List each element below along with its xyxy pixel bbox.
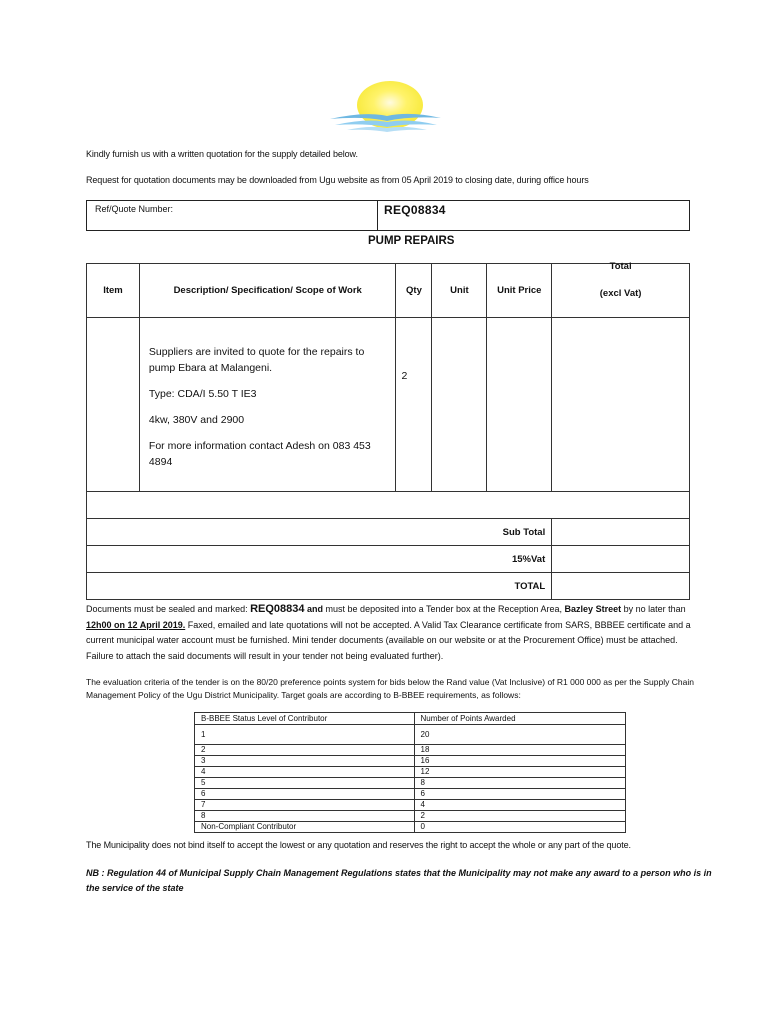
col-unit: Unit [432, 264, 487, 318]
seal-and: and [304, 604, 324, 614]
subtotal-value [552, 519, 690, 546]
description-cell [139, 318, 396, 492]
points-level: 2 [195, 745, 415, 756]
points-value: 4 [414, 800, 626, 811]
points-value: 8 [414, 778, 626, 789]
table-row [195, 822, 626, 833]
points-value: 18 [414, 745, 626, 756]
quotation-table [86, 260, 690, 600]
seal-text: by no later than [621, 604, 686, 614]
table-row [195, 767, 626, 778]
total-row [87, 573, 690, 600]
total-value [552, 573, 690, 600]
seal-street: Bazley Street [564, 604, 622, 614]
points-value: 2 [414, 811, 626, 822]
col-total [552, 260, 690, 318]
points-level: Non-Compliant Contributor [195, 822, 415, 833]
points-level: 4 [195, 767, 415, 778]
points-value: 12 [414, 767, 626, 778]
table-row [195, 789, 626, 800]
submission-instructions [86, 602, 696, 664]
blank-row [87, 492, 690, 519]
ref-quote-number: REQ08834 [384, 203, 446, 217]
subtotal-row [87, 519, 690, 546]
points-header-row [195, 713, 626, 725]
sun-logo-icon [325, 80, 445, 135]
points-value: 20 [414, 725, 626, 745]
table-row [195, 800, 626, 811]
subtotal-label: Sub Total [87, 519, 552, 546]
points-value: 0 [414, 822, 626, 833]
points-level: 1 [195, 725, 415, 745]
total-label: TOTAL [87, 573, 552, 600]
table-row [195, 811, 626, 822]
unit-cell [432, 318, 487, 492]
desc-line: Type: CDA/I 5.50 T IE3 [148, 388, 257, 400]
points-level: 3 [195, 756, 415, 767]
ref-divider [377, 201, 378, 230]
points-header-level: B-BBEE Status Level of Contributor [195, 713, 415, 725]
table-row [195, 725, 626, 745]
col-item: Item [87, 264, 140, 318]
col-qty: Qty [396, 264, 432, 318]
page-title: PUMP REPAIRS [368, 235, 455, 247]
evaluation-criteria: The evaluation criteria of the tender is on the 80/20 preference points system for bids below the Rand value (Vat Inclusive) of R1 000 000 as per the Supply Chain Management Policy of the Ugu District Municipality. Target goals are according to B-BBEE requirements, as follows: [86, 677, 694, 700]
points-table [194, 712, 626, 833]
nb-note: NB : Regulation 44 of Municipal Supply Chain Management Regulations states that the Municipality may not make any award to a person who is in the service of the state [86, 868, 712, 893]
desc-line: Suppliers are invited to quote for the repairs to pump Ebara at Malangeni. [148, 346, 365, 374]
points-header-points: Number of Points Awarded [414, 713, 626, 725]
points-level: 5 [195, 778, 415, 789]
table-row [87, 318, 690, 492]
unit-price-cell [487, 318, 552, 492]
vat-row [87, 546, 690, 573]
desc-line: 4kw, 380V and 2900 [148, 414, 245, 426]
vat-value [552, 546, 690, 573]
seal-deadline: 12h00 on 12 April 2019. [86, 619, 186, 630]
intro-line-2: Request for quotation documents may be downloaded from Ugu website as from 05 April 2019 to closing date, during office hours [86, 175, 589, 185]
ref-quote-box [86, 200, 690, 231]
col-description: Description/ Specification/ Scope of Work [139, 264, 396, 318]
vat-label: 15%Vat [87, 546, 552, 573]
col-total-line2: (excl Vat) [599, 287, 642, 299]
seal-ref: REQ08834 [250, 603, 305, 615]
points-level: 8 [195, 811, 415, 822]
table-row [195, 778, 626, 789]
qty-cell: 2 [396, 318, 432, 492]
intro-line-1: Kindly furnish us with a written quotation for the supply detailed below. [86, 149, 358, 159]
points-level: 6 [195, 789, 415, 800]
col-total-line1: Total [609, 260, 632, 272]
total-cell [552, 318, 690, 492]
seal-text: Documents must be sealed and marked: [86, 604, 251, 614]
points-value: 6 [414, 789, 626, 800]
desc-line: For more information contact Adesh on 083 453 4894 [148, 440, 371, 468]
points-value: 16 [414, 756, 626, 767]
item-cell [87, 318, 140, 492]
table-row [195, 745, 626, 756]
disclaimer: The Municipality does not bind itself to accept the lowest or any quotation and reserves the right to accept the whole or any part of the quote. [86, 840, 631, 850]
ref-quote-label: Ref/Quote Number: [95, 204, 174, 214]
seal-text: Faxed, emailed and late quotations will not be accepted. A Valid Tax Clearance certificate from SARS, BBBEE certificate and a current municipal water account must be furnished. Mini tender documents (available on our website or at the Procurement Office) must be attached. Failure to attach the said documents will result in your tender not being evaluated further). [86, 619, 691, 661]
table-header-row [87, 264, 690, 318]
col-unit-price: Unit Price [487, 264, 552, 318]
seal-text: must be deposited into a Tender box at the Reception Area, [323, 604, 565, 614]
table-row [195, 756, 626, 767]
points-level: 7 [195, 800, 415, 811]
